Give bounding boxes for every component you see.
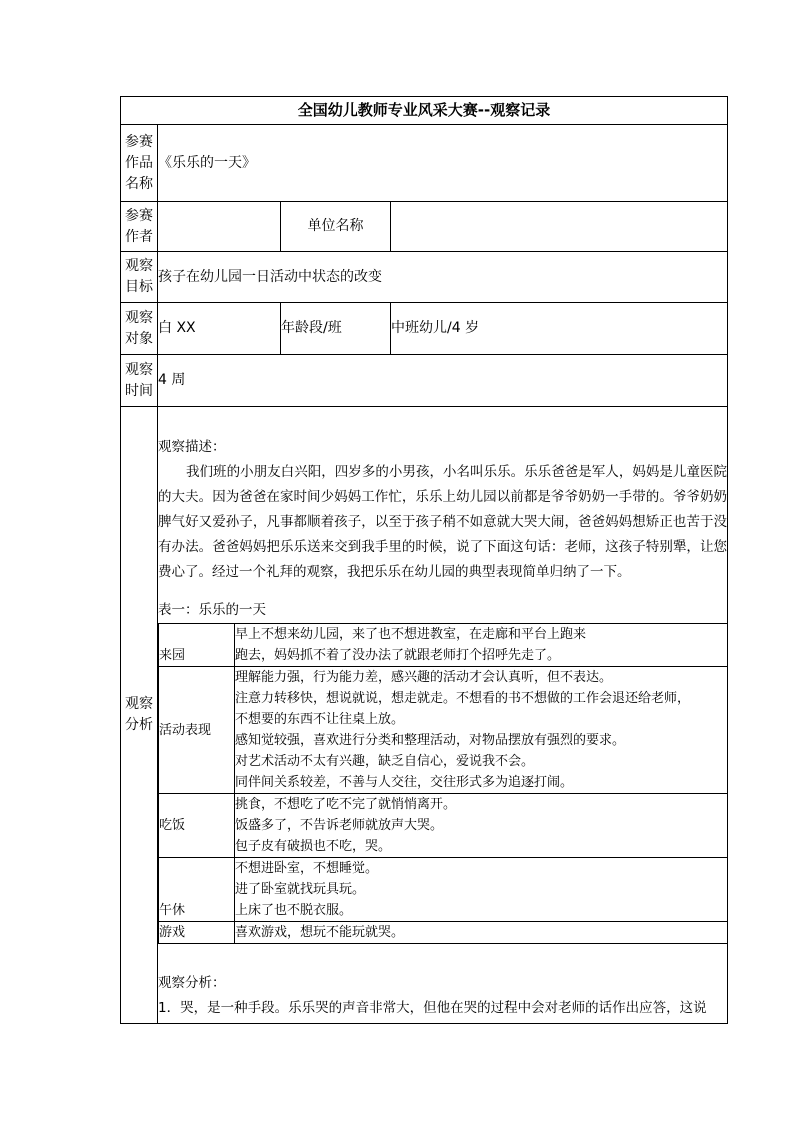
row-key-game: 游戏	[159, 922, 235, 944]
detail-line: 上床了也不脱衣服。	[235, 903, 353, 918]
subject-label: 观察对象	[121, 303, 158, 355]
table-row	[159, 624, 728, 667]
detail-line: 不想要的东西不让往桌上放。	[235, 712, 405, 727]
detail-line: 理解能力强，行为能力差，感兴趣的活动才会认真听，但不表达。	[235, 670, 613, 685]
detail-line: 不想进卧室，不想睡觉。	[235, 861, 379, 876]
row-detail-nap	[235, 858, 728, 922]
table-row	[159, 794, 728, 858]
table-caption: 表一：乐乐的一天	[158, 602, 266, 618]
author-label: 参赛作者	[121, 202, 158, 252]
row-key-meal: 吃饭	[159, 794, 235, 858]
detail-line: 对艺术活动不太有兴趣，缺乏自信心，爱说我不会。	[235, 754, 535, 769]
detail-line: 饭盛多了，不告诉老师就放声大哭。	[235, 818, 444, 833]
form-title: 全国幼儿教师专业风采大赛--观察记录	[121, 97, 728, 125]
row-key-nap: 午休	[159, 858, 235, 922]
detail-line: 进了卧室就找玩具玩。	[235, 882, 366, 897]
time-value: 4 周	[158, 355, 728, 407]
row-detail-meal	[235, 794, 728, 858]
work-name-value: 《乐乐的一天》	[158, 125, 728, 202]
detail-line: 早上不想来幼儿园，来了也不想进教室，在走廊和平台上跑来	[235, 627, 587, 642]
detail-line: 喜欢游戏，想玩不能玩就哭。	[235, 925, 405, 940]
detail-line: 感知觉较强，喜欢进行分类和整理活动，对物品摆放有强烈的要求。	[235, 733, 626, 748]
analysis-label: 观察分析	[121, 407, 158, 1024]
daily-table	[158, 623, 728, 944]
age-value: 中班幼儿/4 岁	[391, 303, 728, 355]
table-row	[159, 922, 728, 944]
table-row	[159, 667, 728, 794]
analysis-cell	[158, 407, 728, 1024]
analysis-heading: 观察分析：	[158, 975, 226, 991]
analysis-point-1: 1．哭，是一种手段。乐乐哭的声音非常大，但他在哭的过程中会对老师的话作出应答，这说	[158, 1000, 707, 1016]
row-detail-arrival	[235, 624, 728, 667]
author-value	[158, 202, 281, 252]
observation-form	[120, 96, 728, 1024]
row-key-arrival: 来园	[159, 624, 235, 667]
detail-line: 包子皮有破损也不吃，哭。	[235, 839, 392, 854]
goal-label: 观察目标	[121, 252, 158, 303]
detail-line: 跑去，妈妈抓不着了没办法了就跟老师打个招呼先走了。	[235, 648, 561, 663]
age-label: 年龄段/班	[281, 303, 391, 355]
table-row	[159, 858, 728, 922]
row-key-activity: 活动表现	[159, 667, 235, 794]
detail-line: 注意力转移快，想说就说，想走就走。不想看的书不想做的工作会退还给老师，	[235, 691, 691, 706]
description-body: 我们班的小朋友白兴阳，四岁多的小男孩，小名叫乐乐。乐乐爸爸是军人，妈妈是儿童医院的大夫。因为爸爸在家时间少妈妈工作忙，乐乐上幼儿园以前都是爷爷奶奶一手带的。爷爷奶奶脾气好又爱孙子，凡事都顺着孩子，以至于孩子稍不如意就大哭大闹，爸爸妈妈想矫正也苦于没有办法。爸爸妈妈把乐乐送来交到我手里的时候，说了下面这句话：老师，这孩子特别犟，让您费心了。经过一个礼拜的观察，我把乐乐在幼儿园的典型表现简单归纳了一下。	[158, 464, 728, 580]
unit-value	[391, 202, 728, 252]
work-name-label: 参赛作品名称	[121, 125, 158, 202]
detail-line: 同伴间关系较差，不善与人交往，交往形式多为追逐打闹。	[235, 775, 574, 790]
row-detail-activity	[235, 667, 728, 794]
row-detail-game	[235, 922, 728, 944]
goal-value: 孩子在幼儿园一日活动中状态的改变	[158, 252, 728, 303]
description-heading: 观察描述：	[158, 439, 226, 455]
subject-value: 白 XX	[158, 303, 281, 355]
detail-line: 挑食，不想吃了吃不完了就悄悄离开。	[235, 797, 457, 812]
unit-label: 单位名称	[281, 202, 391, 252]
time-label: 观察时间	[121, 355, 158, 407]
